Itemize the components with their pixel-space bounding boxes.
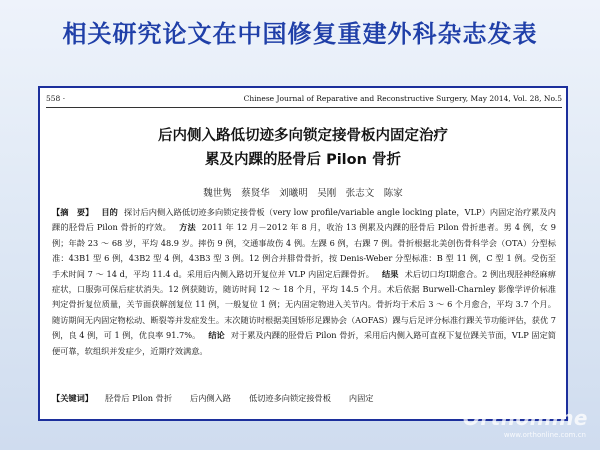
keyword: 低切迹多向锁定接骨板 bbox=[249, 393, 331, 403]
results-label: 结果 bbox=[382, 268, 399, 279]
conclusion-label: 结论 bbox=[208, 330, 225, 341]
conclusion-text: 对于累及内踝的胫骨后 Pilon 骨折，采用后内侧入路可直视下复位踝关节面，VLP 固定简便可靠，软组织并发症少，近期疗效满意。 bbox=[52, 330, 556, 356]
methods-label: 方法 bbox=[179, 222, 196, 233]
header-divider bbox=[46, 107, 562, 108]
paper-title-line2: 累及内踝的胫骨后 Pilon 骨折 bbox=[205, 152, 401, 168]
page-number: 558 · bbox=[46, 94, 66, 103]
keyword: 后内侧入路 bbox=[190, 393, 231, 403]
keyword: 胫骨后 Pilon 骨折 bbox=[104, 393, 173, 403]
objective-label: 目的 bbox=[101, 207, 118, 217]
keywords bbox=[52, 393, 556, 404]
keyword: 内固定 bbox=[348, 393, 374, 403]
keywords-label: 【关键词】 bbox=[52, 393, 93, 403]
abstract bbox=[52, 205, 556, 359]
methods-text: 2011 年 12 月－2012 年 8 月，收治 13 例累及内踝的胫骨后 Pilon 骨折患者。男 4 例，女 9 例；年龄 23 ～ 68 岁，平均 48.9 岁。摔伤 9 例，交通事故伤 4 例。左踝 6 例，右踝 7 例。骨折根据北美创伤骨科学会（OTA）分型标准：43B1 型 6 例，43B2 型 4 例，43B3 型 3 例。12 例合并腓骨骨折，按 Denis-Weber 分型标准：B 型 11 例，C 型 1 例。受伤至手术时间 7 ～ 14 d，平均 11.4 d。采用后内侧入路切开复位并 VLP 内固定后踝骨折。 bbox=[52, 222, 556, 279]
orthonline-watermark: Orthonline bbox=[462, 406, 588, 430]
journal-citation: Chinese Journal of Reparative and Reconstructive Surgery, May 2014, Vol. 28, No.5 bbox=[243, 94, 562, 103]
results-text: 术后切口均Ⅰ期愈合。2 例出现胫神经麻痹症状，口服弥可保后症状消失。12 例获随访，随访时间 12 ～ 18 个月，平均 14.5 个月。术后依据 Burwell-Charnley 影像学评价标准判定骨折复位质量，关节面获解剖复位 11 例，一般复位 1 例；无内固定物进入关节内。骨折均于术后 3 ～ 6 个月愈合，平均 3.7 个月。随访期间无内固定物松动、断裂等并发症发生。末次随访时根据美国矫形足踝协会（AOFAS）踝与后足评分标准行踝关节功能评估，获优 7 例，良 4 例，可 1 例，优良率 91.7%。 bbox=[52, 268, 556, 341]
watermark-url: www.orthonline.com.cn bbox=[503, 431, 586, 439]
paper-title-line1: 后内侧入路低切迹多向锁定接骨板内固定治疗 bbox=[158, 128, 448, 144]
abstract-label: 【摘 要】 bbox=[52, 207, 94, 217]
paper-excerpt bbox=[38, 86, 568, 421]
objective-text: 探讨后内侧入路低切迹多向锁定接骨板（very low profile/variable angle locking plate，VLP）内固定治疗累及内踝的胫骨后 Pilon 骨折的疗效。 bbox=[52, 207, 556, 233]
journal-header bbox=[46, 94, 562, 106]
slide-title: 相关研究论文在中国修复重建外科杂志发表 bbox=[62, 20, 538, 48]
paper-authors: 魏世隽 蔡贤华 刘曦明 吴刚 张志文 陈家 bbox=[203, 188, 403, 199]
